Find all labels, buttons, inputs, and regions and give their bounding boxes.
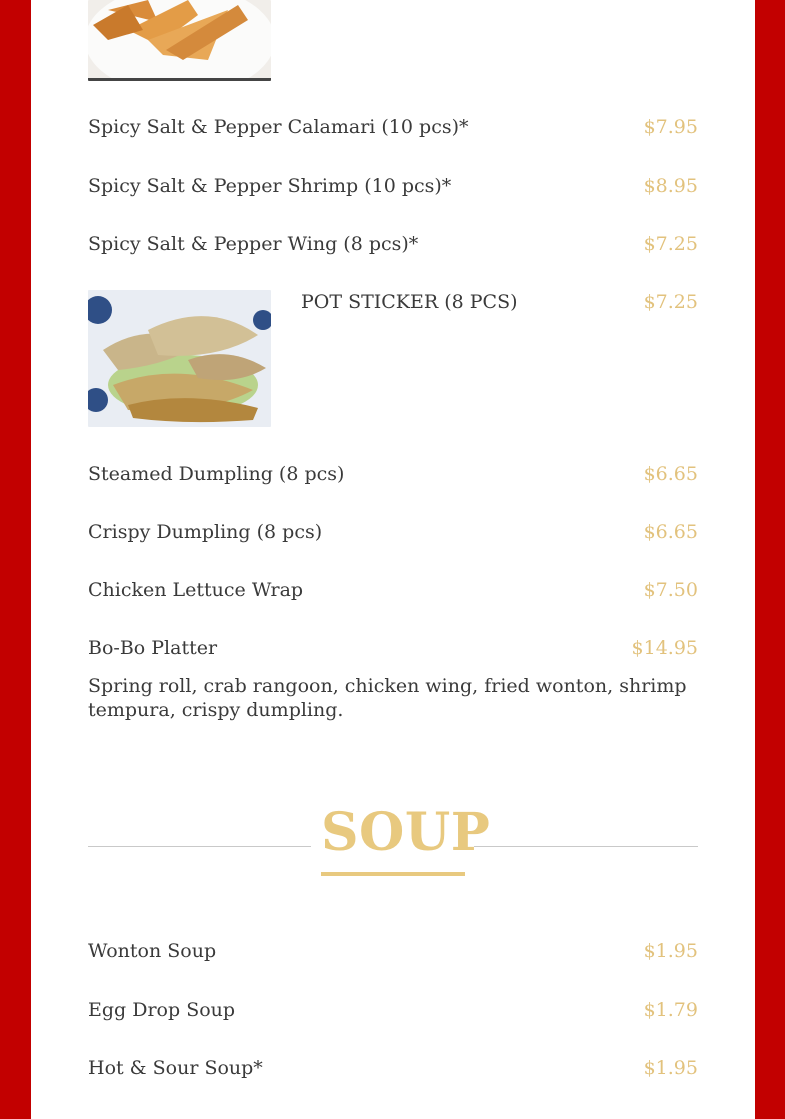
menu-item-name: Spicy Salt & Pepper Wing (8 pcs)* [88,233,419,255]
menu-item-name: Bo-Bo Platter [88,637,218,659]
menu-item-name: Egg Drop Soup [88,999,236,1021]
menu-item-price: $6.65 [643,463,698,485]
menu-item-name: Hot & Sour Soup* [88,1057,263,1079]
menu-item-price: $7.25 [643,291,698,313]
menu-item-name: Spicy Salt & Pepper Shrimp (10 pcs)* [88,175,452,197]
heading-divider-left [88,846,311,847]
menu-item-price: $7.95 [643,116,698,138]
menu-page [31,0,755,1119]
food-photo-top [88,0,271,81]
menu-item-name: Crispy Dumpling (8 pcs) [88,521,323,543]
menu-item-name: Wonton Soup [88,940,217,962]
heading-divider-right [474,846,698,847]
menu-item-name: Chicken Lettuce Wrap [88,579,304,601]
menu-item-price: $6.65 [643,521,698,543]
menu-item-price: $1.95 [643,940,698,962]
menu-item-description: Spring roll, crab rangoon, chicken wing, fried wonton, shrimp tempura, crispy dumpling. [88,675,687,721]
pot-sticker-photo [88,290,271,427]
menu-item-name: Spicy Salt & Pepper Calamari (10 pcs)* [88,116,469,138]
menu-item-name: POT STICKER (8 PCS) [301,291,518,313]
section-title: SOUP [321,802,491,863]
menu-item-price: $7.50 [643,579,698,601]
menu-item-price: $1.79 [643,999,698,1021]
menu-item-name: Steamed Dumpling (8 pcs) [88,463,345,485]
menu-item-price: $1.95 [643,1057,698,1079]
menu-item-price: $14.95 [631,637,698,659]
section-heading [88,800,698,880]
menu-item-price: $8.95 [643,175,698,197]
menu-item-price: $7.25 [643,233,698,255]
heading-underline [321,872,465,876]
